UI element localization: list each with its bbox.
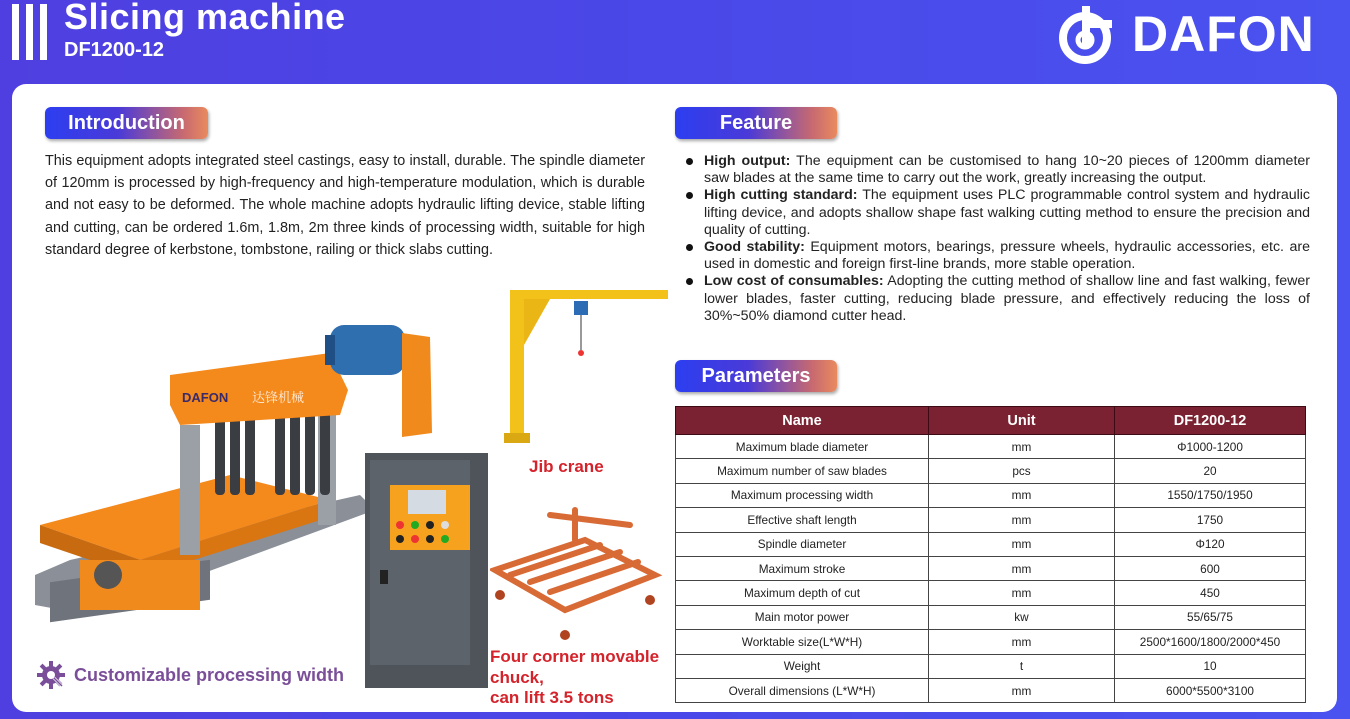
feature-title: High cutting standard: <box>704 187 858 204</box>
feature-item <box>684 239 1310 273</box>
introduction-heading: Introduction <box>45 107 208 139</box>
param-name: Worktable size(L*W*H) <box>676 630 929 654</box>
parameters-table <box>675 406 1306 703</box>
param-unit: mm <box>929 483 1115 507</box>
feature-title: Low cost of consumables: <box>704 273 884 290</box>
param-name: Effective shaft length <box>676 508 929 532</box>
movable-chuck-label <box>490 647 680 709</box>
param-value: 1550/1750/1950 <box>1115 483 1306 507</box>
feature-text: The equipment uses PLC programmable control system and hydraulic lifting device, and adopts shallow shape fast walking cutting method to ensure the precision and quality of cutting. <box>704 187 1311 238</box>
param-unit: pcs <box>929 459 1115 483</box>
param-name: Overall dimensions (L*W*H) <box>676 678 929 702</box>
brand-logo <box>1052 4 1332 64</box>
param-value: 600 <box>1115 556 1306 580</box>
table-row <box>676 508 1306 532</box>
dafon-logo-icon <box>1052 4 1122 66</box>
feature-item <box>684 273 1310 325</box>
param-unit: t <box>929 654 1115 678</box>
customizable-width-label: Customizable processing width <box>74 665 345 685</box>
feature-title: High output: <box>704 153 791 169</box>
table-row <box>676 630 1306 654</box>
param-name: Main motor power <box>676 605 929 629</box>
table-header-row <box>676 407 1306 435</box>
table-row <box>676 459 1306 483</box>
feature-item <box>684 153 1310 187</box>
feature-title: Good stability: <box>704 239 805 256</box>
movable-chuck-image <box>490 500 665 645</box>
param-value: 450 <box>1115 581 1306 605</box>
chuck-label-line: can lift 3.5 tons <box>490 688 614 707</box>
param-name: Maximum processing width <box>676 483 929 507</box>
feature-text: Adopting the cutting method of shallow line and fast walking, fewer lower blades, faster cutting, reducing blade pressure, and effectively reducing the loss of 30%~50% diamond cutter head. <box>704 273 1310 324</box>
param-name: Maximum number of saw blades <box>676 459 929 483</box>
param-name: Weight <box>676 654 929 678</box>
table-row <box>676 678 1306 702</box>
param-value: Φ1000-1200 <box>1115 435 1306 459</box>
table-row <box>676 581 1306 605</box>
param-unit: mm <box>929 556 1115 580</box>
chuck-label-line: chuck, <box>490 667 544 687</box>
feature-item <box>684 187 1310 239</box>
gear-icon <box>36 660 66 690</box>
table-row <box>676 532 1306 556</box>
feature-heading: Feature <box>675 107 837 139</box>
column-header: Unit <box>929 407 1115 435</box>
param-unit: kw <box>929 605 1115 629</box>
header-bars-icon <box>12 4 48 60</box>
param-unit: mm <box>929 435 1115 459</box>
table-row <box>676 483 1306 507</box>
param-name: Maximum depth of cut <box>676 581 929 605</box>
jib-crane-label: Jib crane <box>529 457 604 476</box>
feature-text: Equipment motors, bearings, pressure wheels, hydraulic accessories, etc. are used in domestic and foreign first-line brands, more stable operation. <box>704 239 1310 273</box>
page-subtitle: DF1200-12 <box>64 39 165 61</box>
machine-cn-text: 达锋机械 <box>252 391 305 406</box>
column-header: DF1200-12 <box>1115 407 1306 435</box>
param-value: 2500*1600/1800/2000*450 <box>1115 630 1306 654</box>
param-value: 6000*5500*3100 <box>1115 678 1306 702</box>
param-value: 10 <box>1115 654 1306 678</box>
param-unit: mm <box>929 678 1115 702</box>
param-name: Maximum blade diameter <box>676 435 929 459</box>
feature-text: The equipment can be customised to hang 10~20 pieces of 1200mm diameter saw blades at the same time to carry out the work, greatly increasing the output. <box>704 153 1311 187</box>
table-row <box>676 654 1306 678</box>
table-row <box>676 556 1306 580</box>
param-value: 1750 <box>1115 508 1306 532</box>
param-unit: mm <box>929 508 1115 532</box>
param-value: Φ120 <box>1115 532 1306 556</box>
param-unit: mm <box>929 581 1115 605</box>
parameters-heading: Parameters <box>675 360 837 392</box>
param-name: Spindle diameter <box>676 532 929 556</box>
feature-list <box>684 153 1310 325</box>
slicing-machine-image <box>30 285 490 695</box>
param-unit: mm <box>929 630 1115 654</box>
page-title: Slicing machine <box>64 0 346 37</box>
param-value: 20 <box>1115 459 1306 483</box>
jib-crane-image <box>500 285 670 450</box>
param-unit: mm <box>929 532 1115 556</box>
machine-brand-text: DAFON <box>182 390 229 405</box>
introduction-text: This equipment adopts integrated steel castings, easy to install, durable. The spindle diameter of 120mm is processed by high-frequency and high-temperature modulation, which is durable and not easy to be deformed. The whole machine adopts hydraulic lifting device, stable lifting and cutting, can be ordered 1.6m, 1.8m, 2m three kinds of processing width, suitable for high standard degree of kerbstone, tombstone, railing or thick slabs cutting. <box>45 153 645 258</box>
param-name: Maximum stroke <box>676 556 929 580</box>
table-row <box>676 605 1306 629</box>
column-header: Name <box>676 407 929 435</box>
chuck-label-line: Four corner movable <box>490 647 660 666</box>
logo-text: DAFON <box>1132 6 1315 62</box>
param-value: 55/65/75 <box>1115 605 1306 629</box>
table-row <box>676 435 1306 459</box>
